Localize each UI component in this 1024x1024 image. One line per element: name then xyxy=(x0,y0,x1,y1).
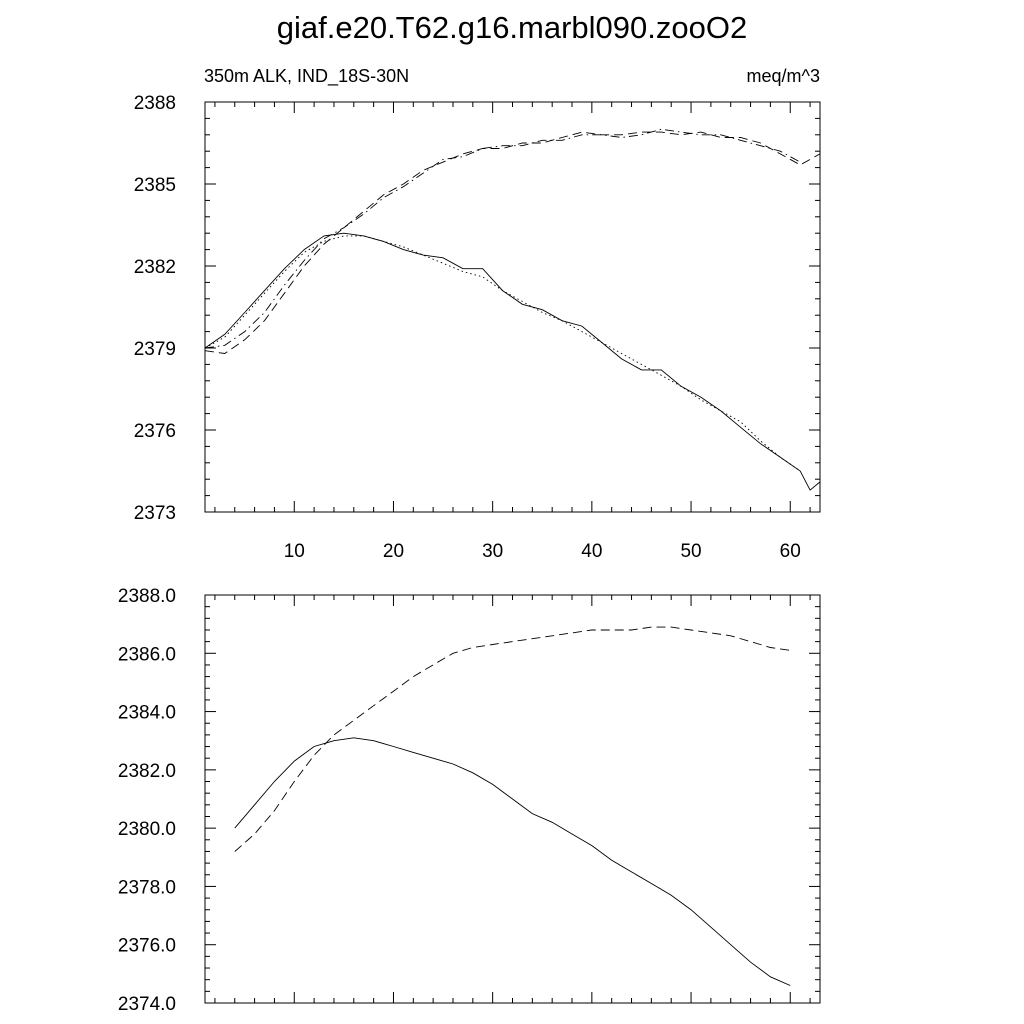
panel-1-series-solid xyxy=(205,233,820,490)
figure-title: giaf.e20.T62.g16.marbl090.zooO2 xyxy=(276,10,748,45)
panel-2-series-dashed xyxy=(235,627,790,851)
panel-2-ytick-label: 2388.0 xyxy=(117,586,176,607)
panel-2-ytick-label: 2386.0 xyxy=(117,644,176,666)
panel-1-ytick-label: 2382 xyxy=(133,257,176,278)
panel-1-ytick-label: 2376 xyxy=(133,421,176,442)
panel-1-series-dashed xyxy=(205,132,820,353)
panel-1-xtick-label: 20 xyxy=(382,541,405,562)
panel-1-xtick-label: 40 xyxy=(581,541,603,562)
panel-2-ytick-label: 2382.0 xyxy=(117,760,176,782)
panel-2-series-solid xyxy=(235,738,790,986)
panel-1-series-dashdot xyxy=(205,129,800,348)
panel-2-ytick-label: 2376.0 xyxy=(117,935,176,957)
panel-2-ytick-label: 2384.0 xyxy=(117,702,176,724)
panel-1-ytick-label: 2388 xyxy=(133,93,176,114)
panel-1-ytick-label: 2385 xyxy=(133,175,176,196)
panel-2-plot xyxy=(118,586,820,1015)
panel-1-ytick-label: 2379 xyxy=(133,339,176,360)
panel-1-xtick-label: 10 xyxy=(283,541,305,562)
panel-1-plot xyxy=(134,93,820,562)
panel-1-xtick-label: 60 xyxy=(779,541,801,562)
panel-2-ytick-label: 2378.0 xyxy=(117,877,176,899)
panel-1-ytick-label: 2373 xyxy=(133,503,176,524)
panel-2-ytick-label: 2374.0 xyxy=(117,994,176,1015)
panel-1-xtick-label: 50 xyxy=(680,541,702,562)
panel-1-series-dotted xyxy=(205,236,800,471)
panel-1-right-label: meq/m^3 xyxy=(746,66,820,86)
panel-2-ytick-label: 2380.0 xyxy=(117,819,176,841)
panel-1-xtick-label: 30 xyxy=(482,541,504,562)
panel-1-frame xyxy=(205,102,820,512)
panel-1-left-label: 350m ALK, IND_18S-30N xyxy=(204,66,410,86)
